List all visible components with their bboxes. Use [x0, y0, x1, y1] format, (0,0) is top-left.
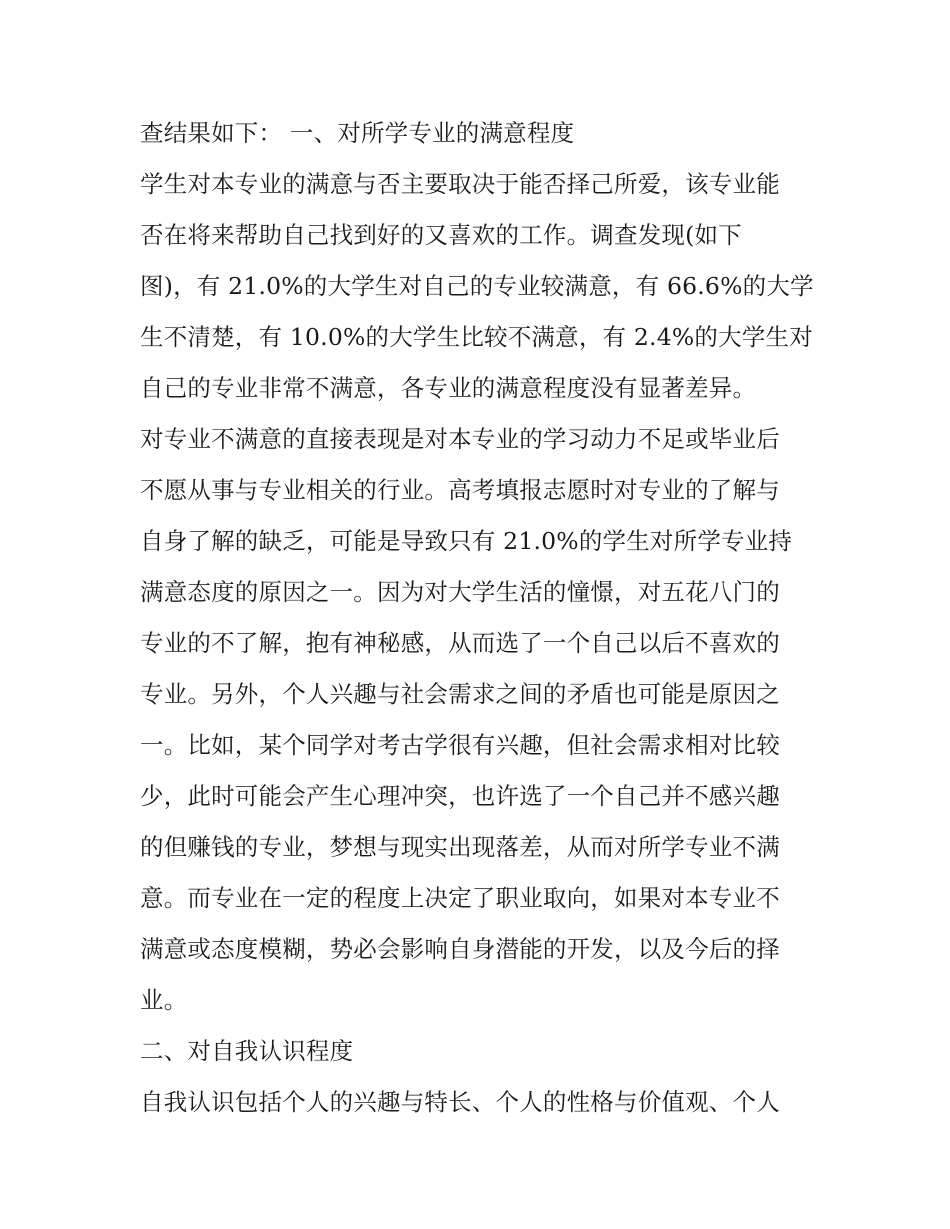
- text-line: 意。而专业在一定的程度上决定了职业取向，如果对本专业不: [140, 884, 780, 912]
- text-line: 查结果如下： 一、对所学专业的满意程度: [140, 119, 575, 147]
- text-line: 自我认识包括个人的兴趣与特长、个人的性格与价值观、个人: [140, 1088, 780, 1116]
- document-body: [140, 108, 820, 1128]
- text-line: 专业的不了解，抱有神秘感，从而选了一个自己以后不喜欢的: [140, 629, 780, 657]
- text-line: 学生对本专业的满意与否主要取决于能否择己所爱，该专业能: [140, 170, 780, 198]
- text-line: 图)，有 21.0%的大学生对自己的专业较满意，有 66.6%的大学: [140, 272, 814, 300]
- text-line: 业。: [140, 986, 188, 1014]
- text-line: 自身了解的缺乏，可能是导致只有 21.0%的学生对所学专业持: [140, 527, 793, 555]
- text-line: 自己的专业非常不满意，各专业的满意程度没有显著差异。: [140, 374, 757, 402]
- text-line: 不愿从事与专业相关的行业。高考填报志愿时对专业的了解与: [140, 476, 780, 504]
- text-line: 生不清楚，有 10.0%的大学生比较不满意，有 2.4%的大学生对: [140, 323, 813, 351]
- text-line: 一。比如，某个同学对考古学很有兴趣，但社会需求相对比较: [140, 731, 780, 759]
- text-line: 的但赚钱的专业，梦想与现实出现落差，从而对所学专业不满: [140, 833, 780, 861]
- text-line: 少，此时可能会产生心理冲突，也许选了一个自己并不感兴趣: [140, 782, 780, 810]
- text-line: 对专业不满意的直接表现是对本专业的学习动力不足或毕业后: [140, 425, 780, 453]
- text-line: 满意或态度模糊，势必会影响自身潜能的开发，以及今后的择: [140, 935, 780, 963]
- text-line: 否在将来帮助自己找到好的又喜欢的工作。调查发现(如下: [140, 221, 742, 249]
- text-line: 专业。另外，个人兴趣与社会需求之间的矛盾也可能是原因之: [140, 680, 780, 708]
- section-heading: 二、对自我认识程度: [140, 1037, 354, 1065]
- text-line: 满意态度的原因之一。因为对大学生活的憧憬，对五花八门的: [140, 578, 780, 606]
